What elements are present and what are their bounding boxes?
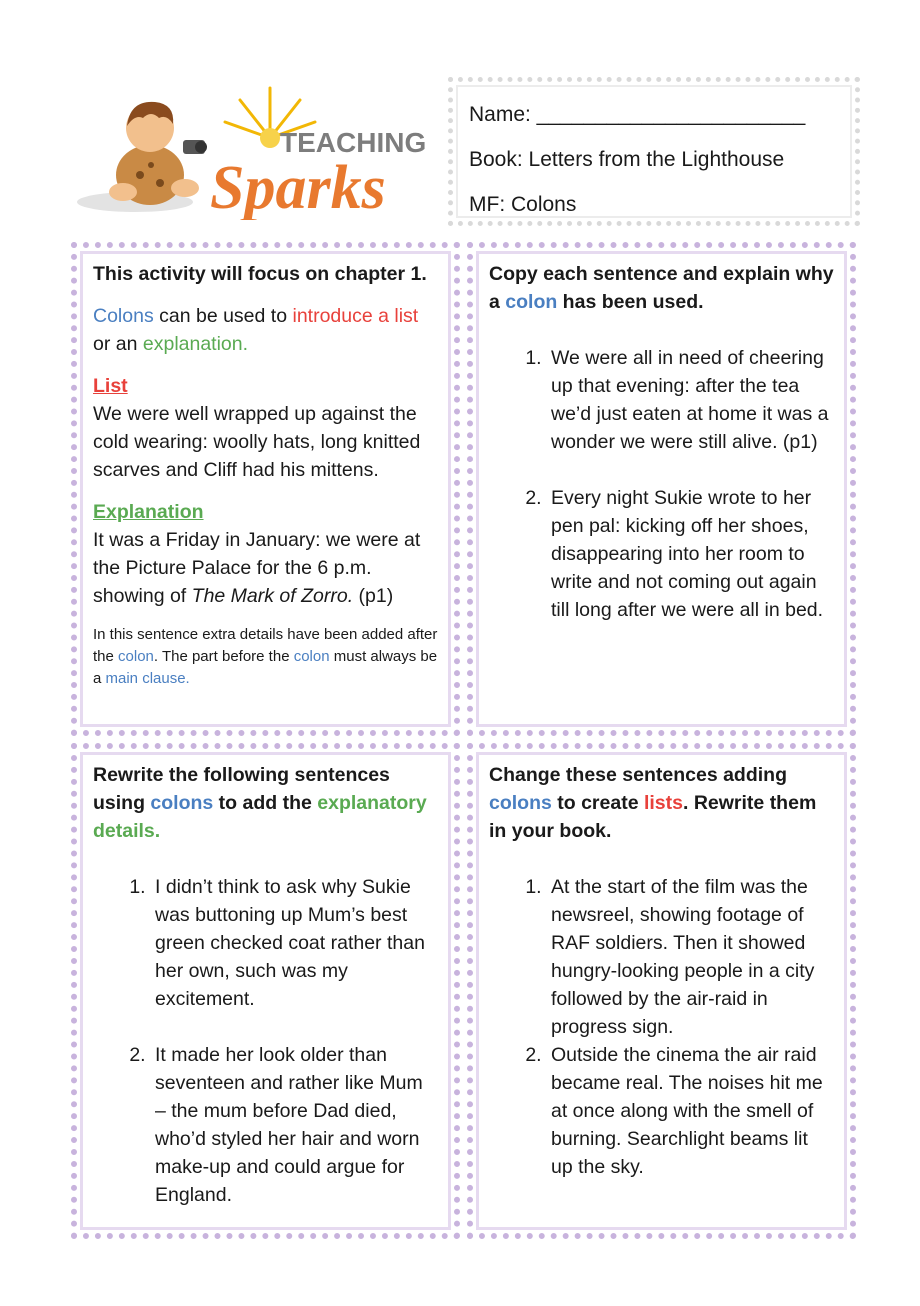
rewrite-explanatory-list	[93, 873, 438, 1209]
svg-text:Sparks: Sparks	[210, 154, 386, 220]
list-item: 2. Outside the cinema the air raid became real. The noises hit me at once along with the smell of burning. Searchlight beams lit up the sky.	[547, 1041, 834, 1181]
list-item: 1. We were all in need of cheering up that evening: after the tea we’d just eaten at home it was a wonder we were still alive. (p1)	[547, 344, 834, 456]
focus-card	[71, 242, 460, 736]
copy-explain-list	[489, 344, 834, 624]
list-item: 2. Every night Sukie wrote to her pen pal: kicking off her shoes, disappearing into her room to write and not coming out again till long after we were all in bed.	[547, 484, 834, 624]
create-lists-title: Change these sentences adding colons to create lists. Rewrite them in your book.	[489, 764, 817, 842]
svg-text:TEACHING: TEACHING	[280, 127, 427, 158]
main-clause-note: In this sentence extra details have been added after the colon. The part before the colon must always be a main clause.	[93, 626, 438, 687]
list-item: 1. At the start of the film was the newsreel, showing footage of RAF soldiers. Then it showed hungry-looking people in a city followed by the air-raid in progress sign.	[547, 873, 834, 1041]
mf-label: MF: Colons	[469, 193, 577, 216]
explanation-heading: Explanation	[93, 501, 204, 523]
rewrite-explanatory-card	[71, 743, 460, 1239]
name-field[interactable]: Name: _______________________	[469, 103, 806, 126]
list-item: 2. It made her look older than seventeen and rather like Mum – the mum before Dad died, who’d styled her hair and worn make-up and could argue for England.	[151, 1041, 438, 1209]
teaching-sparks-logo	[75, 80, 435, 220]
list-example: We were well wrapped up against the cold wearing: woolly hats, long knitted scarves and Cliff had his mittens.	[93, 403, 421, 481]
explanation-example: It was a Friday in January: we were at the Picture Palace for the 6 p.m. showing of The Mark of Zorro. (p1)	[93, 529, 421, 607]
list-heading: List	[93, 375, 128, 397]
caveman-mascot-icon	[109, 102, 207, 205]
rewrite-explanatory-title: Rewrite the following sentences using colons to add the explanatory details.	[93, 764, 427, 842]
copy-explain-title: Copy each sentence and explain why a colon has been used.	[489, 263, 834, 313]
create-lists-card	[467, 743, 856, 1239]
create-lists-list	[489, 873, 834, 1181]
book-label: Book: Letters from the Lighthouse	[469, 148, 785, 171]
list-item: 1. I didn’t think to ask why Sukie was buttoning up Mum’s best green checked coat rather than her own, such was my excitement.	[151, 873, 438, 1013]
student-info-box	[448, 77, 860, 226]
copy-explain-card	[467, 242, 856, 736]
colon-intro: Colons can be used to introduce a list or an explanation.	[93, 305, 419, 355]
focus-title: This activity will focus on chapter 1.	[93, 263, 427, 285]
